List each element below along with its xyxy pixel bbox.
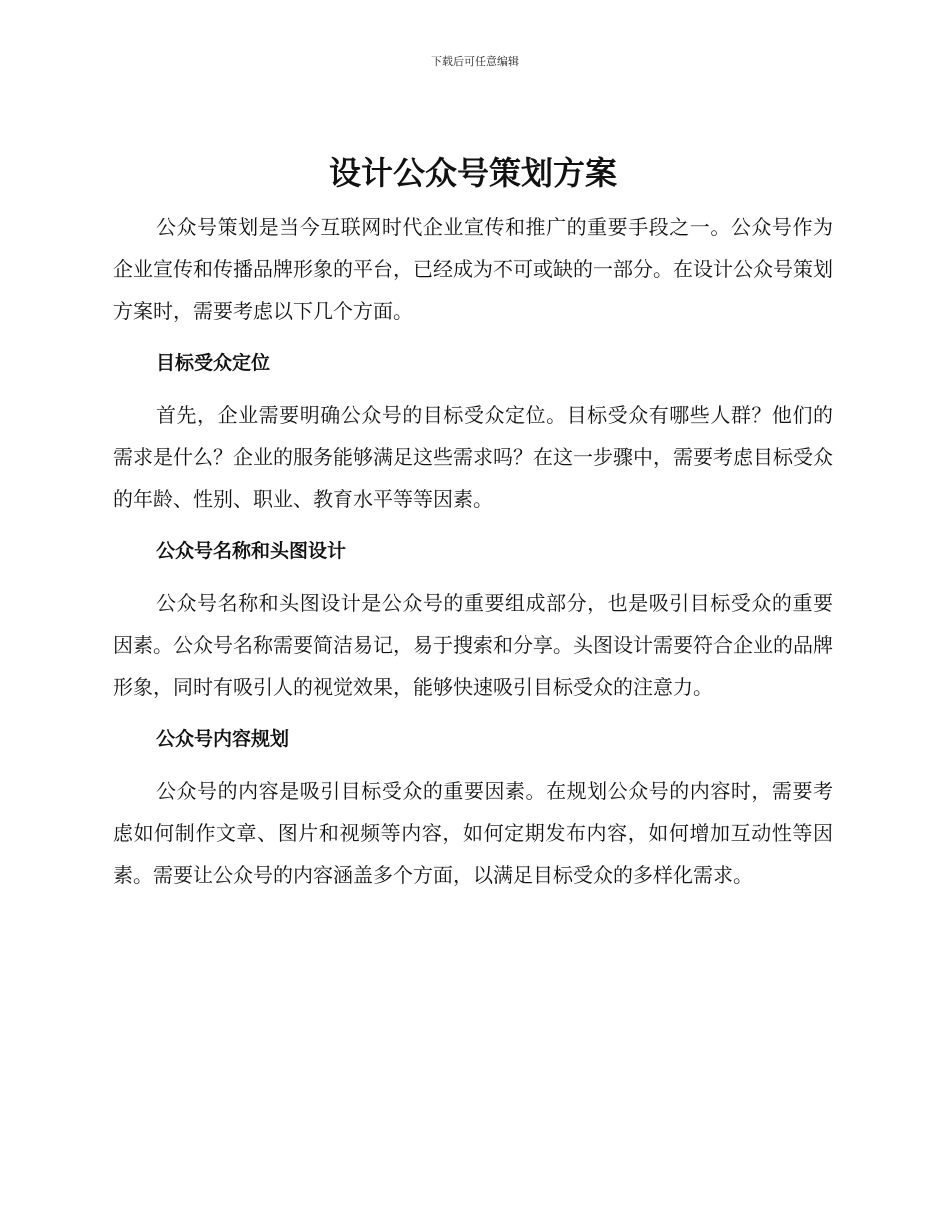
section-heading-name-banner: 公众号名称和头图设计 [156, 540, 347, 562]
document-title: 设计公众号策划方案 [328, 154, 617, 192]
section-heading-content-plan: 公众号内容规划 [156, 728, 290, 750]
section-body-audience: 首先，企业需要明确公众号的目标受众定位。目标受众有哪些人群？他们的需求是什么？企业的服务能够满足这些需求吗？在这一步骤中，需要考虑目标受众的年龄、性别、职业、教育水平等等因素。 [113, 403, 833, 511]
section-body-name-banner: 公众号名称和头图设计是公众号的重要组成部分，也是吸引目标受众的重要因素。公众号名称需要简洁易记，易于搜索和分享。头图设计需要符合企业的品牌形象，同时有吸引人的视觉效果，能够快速吸引目标受众的注意力。 [113, 591, 833, 699]
section-body-content-plan: 公众号的内容是吸引目标受众的重要因素。在规划公众号的内容时，需要考虑如何制作文章、图片和视频等内容，如何定期发布内容，如何增加互动性等因素。需要让公众号的内容涵盖多个方面，以满足目标受众的多样化需求。 [113, 779, 833, 887]
section-heading-audience: 目标受众定位 [156, 352, 271, 374]
intro-paragraph: 公众号策划是当今互联网时代企业宣传和推广的重要手段之一。公众号作为企业宣传和传播品牌形象的平台，已经成为不可或缺的一部分。在设计公众号策划方案时，需要考虑以下几个方面。 [113, 215, 833, 323]
header-note: 下载后可任意编辑 [431, 55, 519, 68]
document-body [113, 148, 833, 896]
